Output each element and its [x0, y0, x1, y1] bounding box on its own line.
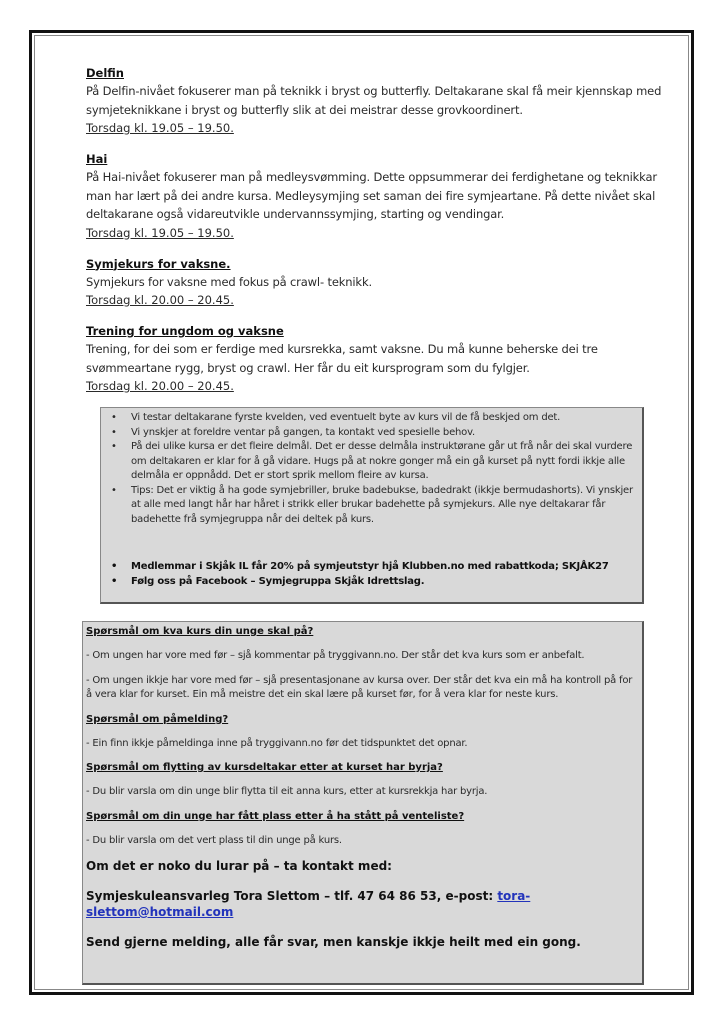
faq-question: Spørsmål om flytting av kursdeltakar etter at kurset har byrja?	[86, 762, 443, 773]
info-highlights	[109, 560, 634, 589]
course-time: Torsdag kl. 20.00 – 20.45.	[86, 379, 234, 393]
course-time: Torsdag kl. 19.05 – 19.50.	[86, 225, 234, 240]
faq-question: Spørsmål om din unge har fått plass etter å ha stått på venteliste?	[86, 810, 465, 822]
course-section-hai	[86, 150, 666, 242]
bullet-icon: •	[111, 575, 118, 587]
faq-item	[86, 625, 636, 703]
course-title: Delfin	[86, 66, 124, 80]
course-description: På Hai-nivået fokuserer man på medleysvømming. Dette oppsummerar dei ferdighetane og teknikkar man har lært på dei andre kursa. Medleysymjing set saman dei fire symjeartane. På dette nivået skal deltakarane også vidareutvikle undervannssymjing, starting og vendingar.	[86, 170, 657, 221]
info-item	[109, 411, 634, 426]
info-item-text: Følg oss på Facebook – Symjegruppa Skjåk Idrettslag.	[131, 575, 425, 587]
faq-answer: - Du blir varsla om din unge blir flytta til eit anna kurs, etter at kursrekkja har byrja.	[86, 786, 488, 797]
bullet-icon: •	[111, 426, 117, 438]
contact-section	[86, 858, 636, 950]
info-item	[109, 440, 634, 484]
course-description: Trening, for dei som er ferdige med kursrekka, samt vaksne. Du må kunne beherske dei tre svømmeartane rygg, bryst og crawl. Her får du eit kursprogram som du fylgjer.	[86, 342, 598, 375]
info-item-text: Vi testar deltakarane fyrste kvelden, ved eventuelt byte av kurs vil de få beskjed om det.	[131, 412, 561, 423]
faq-item	[86, 761, 636, 800]
info-highlight-facebook	[109, 575, 634, 590]
course-descriptions	[86, 64, 666, 408]
course-section-adults	[86, 255, 666, 310]
course-time: Torsdag kl. 20.00 – 20.45.	[86, 293, 234, 307]
contact-intro: Om det er noko du lurar på – ta kontakt med:	[86, 859, 392, 873]
faq-box	[82, 621, 644, 985]
bullet-icon: •	[111, 412, 117, 423]
course-title: Hai	[86, 152, 108, 166]
contact-person	[86, 888, 636, 920]
spacer	[109, 527, 634, 560]
faq-answer: - Ein finn ikkje påmeldinga inne på tryggivann.no før det tidspunktet det opnar.	[86, 737, 468, 749]
info-item	[109, 426, 634, 441]
course-section-delfin	[86, 64, 666, 137]
contact-closing: Send gjerne melding, alle får svar, men kanskje ikkje heilt med ein gong.	[86, 935, 581, 949]
info-box	[100, 407, 644, 604]
info-item-text: Vi ynskjer at foreldre ventar på gangen, ta kontakt ved spesielle behov.	[131, 426, 475, 438]
faq-question: Spørsmål om påmelding?	[86, 713, 229, 725]
info-list	[109, 411, 634, 527]
course-description: Symjekurs for vaksne med fokus på crawl- teknikk.	[86, 274, 372, 289]
course-title: Symjekurs for vaksne.	[86, 256, 231, 271]
info-item-text: Medlemmar i Skjåk IL får 20% på symjeutstyr hjå Klubben.no med rabattkoda; SKJÅK27	[131, 561, 609, 572]
bullet-icon: •	[111, 441, 117, 452]
bullet-icon: •	[111, 561, 118, 572]
info-item-text: På dei ulike kursa er det fleire delmål. Det er desse delmåla instruktørane går ut frå når dei skal vurdere om deltakaren er klar for å gå vidare. Hugs på at nokre gonger må ein gå kurset på nytt fordi ikkje alle delmåla er oppnådd. Det er stort sprik mellom fleire av kursa.	[131, 441, 633, 481]
course-time: Torsdag kl. 19.05 – 19.50.	[86, 121, 234, 135]
faq-answer: - Om ungen ikkje har vore med før – sjå presentasjonane av kursa over. Der står det kva ein må ha kontroll på for å vera klar for kurset. Ein må meistre det ein skal lære på kurset før, for å vera klar for neste kurs.	[86, 674, 633, 700]
faq-answer: - Du blir varsla om det vert plass til din unge på kurs.	[86, 834, 342, 846]
info-highlight-discount	[109, 560, 634, 575]
faq-answer: - Om ungen har vore med før – sjå kommentar på tryggivann.no. Der står det kva kurs som er anbefalt.	[86, 650, 585, 661]
contact-person-text: Symjeskuleansvarleg Tora Slettom – tlf. 47 64 86 53, e-post:	[86, 889, 498, 903]
info-item-text: Tips: Det er viktig å ha gode symjebriller, bruke badebukse, badedrakt (ikkje bermudashorts). Vi ynskjer at alle med langt hår har håret i strikk eller brukar badehette på symjekurs. Alle nye deltakarar får badehette frå symjegruppa når dei deltek på kurs.	[131, 484, 633, 525]
bullet-icon: •	[111, 484, 117, 496]
course-section-training	[86, 322, 666, 395]
info-item	[109, 484, 634, 528]
email-link[interactable]: tora-slettom@hotmail.com	[86, 889, 531, 919]
faq-question: Spørsmål om kva kurs din unge skal på?	[86, 626, 314, 637]
course-description: På Delfin-nivået fokuserer man på teknikk i bryst og butterfly. Deltakarane skal få meir kjennskap med symjeteknikkane i bryst og butterfly slik at dei meistrar desse grovkoordinert.	[86, 84, 662, 117]
course-title: Trening for ungdom og vaksne	[86, 324, 284, 338]
faq-item	[86, 713, 636, 752]
faq-item	[86, 810, 636, 849]
